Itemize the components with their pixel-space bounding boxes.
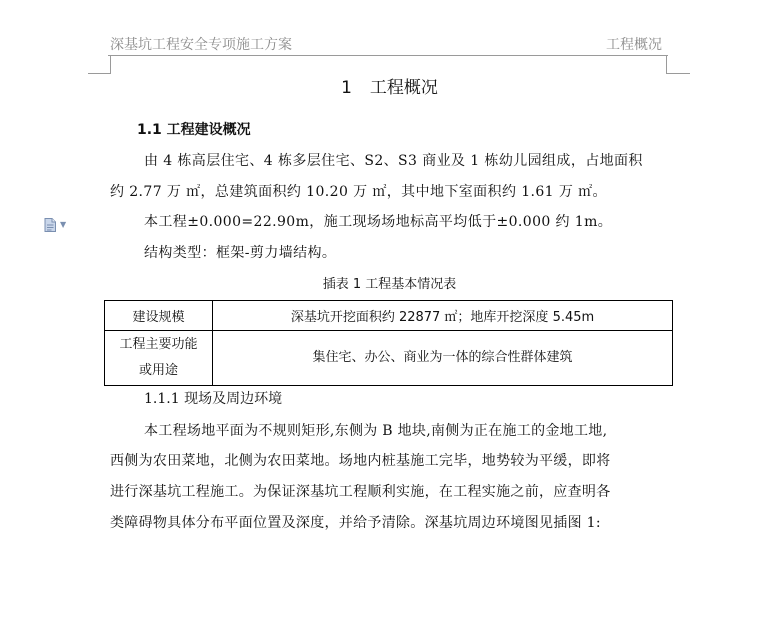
- paragraph-line: 结构类型：框架-剪力墙结构。: [144, 245, 337, 261]
- table-cell-key: [105, 331, 213, 386]
- table-row: [105, 301, 673, 331]
- paragraph-line: 进行深基坑工程施工。为保证深基坑工程顺利实施，在工程实施之前，应查明各: [110, 484, 611, 500]
- chapter-number: 1: [341, 78, 352, 98]
- document-icon[interactable]: [44, 218, 56, 232]
- chapter-title-text: 工程概况: [369, 78, 438, 98]
- paragraph-line: 由 4 栋高层住宅、4 栋多层住宅、S2、S3 商业及 1 栋幼儿园组成，占地面积: [144, 153, 643, 169]
- chevron-down-icon[interactable]: ▼: [60, 220, 67, 229]
- chapter-title: [0, 73, 779, 98]
- table-cell-value: 集住宅、办公、商业为一体的综合性群体建筑: [213, 331, 673, 386]
- paragraph-line: 本工程场地平面为不规则矩形,东侧为 B 地块,南侧为正在施工的金地工地,: [144, 423, 608, 439]
- table-cell-key-line: 工程主要功能: [119, 337, 198, 352]
- paragraph-line: 本工程±0.000=22.90m，施工现场场地标高平均低于±0.000 约 1m。: [144, 214, 613, 230]
- table-cell-key: 建设规模: [105, 301, 213, 331]
- table-caption: 插表 1 工程基本情况表: [322, 277, 457, 292]
- project-info-table: [104, 300, 673, 386]
- table-cell-key-line: 或用途: [138, 363, 178, 378]
- header-rule: [108, 55, 668, 56]
- section-heading: 1.1 工程建设概况: [137, 122, 251, 138]
- header-chapter-name: 工程概况: [606, 37, 662, 53]
- table-row: [105, 331, 673, 386]
- paragraph-line: 约 2.77 万 ㎡，总建筑面积约 10.20 万 ㎡，其中地下室面积约 1.61 万 ㎡。: [110, 184, 607, 200]
- crop-mark-left-vertical: [110, 55, 111, 73]
- paragraph-line: 西侧为农田菜地，北侧为农田菜地。场地内桩基施工完毕，地势较为平缓，即将: [110, 453, 611, 469]
- subsection-heading: 1.1.1 现场及周边环境: [144, 391, 283, 407]
- paragraph-line: 类障碍物具体分布平面位置及深度，并给予清除。深基坑周边环境图见插图 1:: [110, 515, 601, 531]
- crop-mark-right-vertical: [666, 55, 667, 73]
- table-cell-value: 深基坑开挖面积约 22877 ㎡；地库开挖深度 5.45m: [213, 301, 673, 331]
- header-document-title: 深基坑工程安全专项施工方案: [110, 37, 292, 53]
